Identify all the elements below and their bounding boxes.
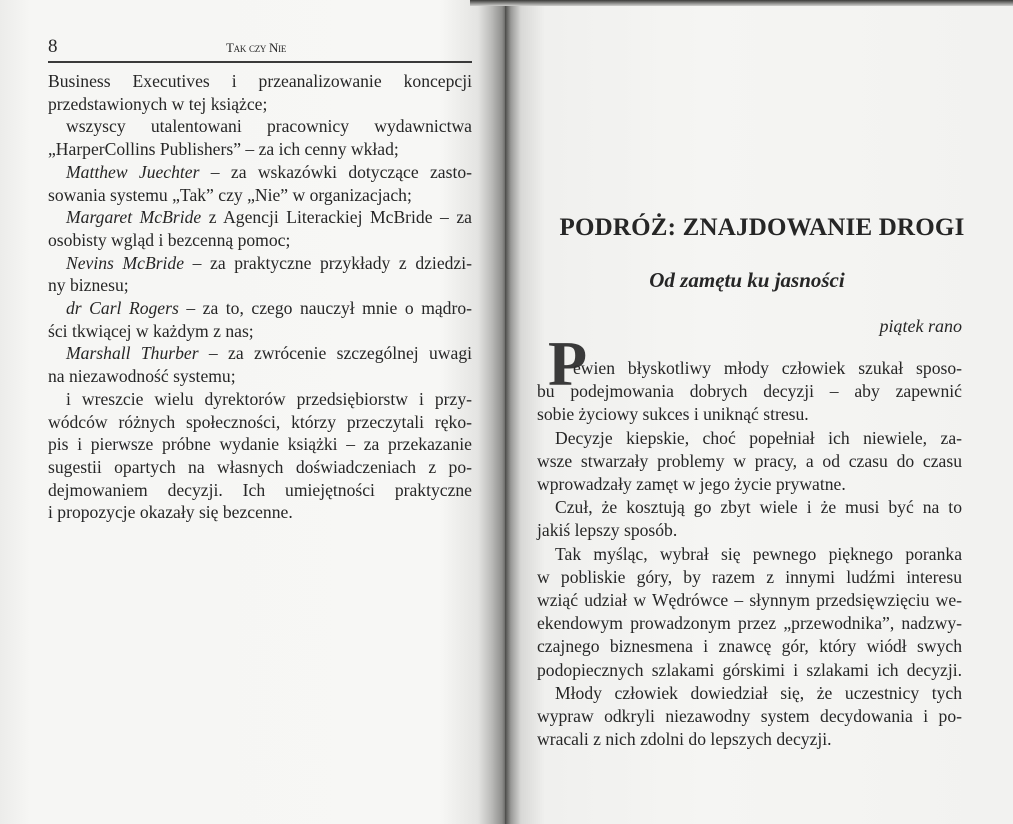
line-text: wódców różnych społeczności, którzy przeczytali ręko- bbox=[48, 411, 472, 432]
person-name: dr Carl Rogers bbox=[66, 298, 179, 318]
text-line bbox=[537, 380, 962, 402]
text-line bbox=[537, 403, 962, 425]
text-line bbox=[66, 115, 472, 137]
text-line bbox=[537, 450, 962, 472]
line-text: – za wskazówki dotyczące zasto- bbox=[199, 161, 472, 182]
text-line bbox=[48, 501, 472, 523]
text-line bbox=[66, 342, 472, 364]
text-line bbox=[48, 433, 472, 455]
line-text: Decyzje kiepskie, choć popełniał ich niewiele, za- bbox=[555, 427, 962, 448]
line-text: w pobliskie góry, by razem z innymi ludźmi interesu bbox=[537, 566, 962, 587]
header-rule bbox=[48, 61, 472, 63]
text-line bbox=[537, 473, 962, 495]
line-text: sobie życiowy sukces i uniknąć stresu. bbox=[537, 404, 809, 425]
text-line bbox=[48, 411, 472, 433]
line-text: Tak myśląc, wybrał się pewnego pięknego poranka bbox=[555, 543, 962, 564]
text-line bbox=[537, 519, 962, 541]
line-text: wypraw odkryli niezawodny system decydowania i po- bbox=[537, 706, 962, 726]
text-line bbox=[66, 297, 472, 319]
text-line bbox=[48, 456, 472, 478]
page-number: 8 bbox=[48, 36, 58, 57]
line-text: wziąć udział w Wędrówce – słynnym przedsięwzięciu we- bbox=[537, 590, 962, 610]
text-line bbox=[48, 320, 472, 342]
text-line bbox=[48, 93, 472, 115]
text-line bbox=[48, 274, 472, 296]
text-line bbox=[537, 612, 962, 634]
text-line bbox=[48, 70, 472, 92]
line-text: z Agencji Literackiej McBride – za bbox=[201, 207, 472, 228]
line-text: „HarperCollins Publishers” – za ich cenny wkład; bbox=[48, 139, 399, 160]
line-text: bu podejmowania dobrych decyzji – aby zapewnić bbox=[537, 381, 962, 402]
text-line bbox=[573, 357, 962, 379]
line-text: sugestii opartych na własnych doświadczeniach z po- bbox=[48, 456, 472, 477]
text-line bbox=[537, 589, 962, 611]
line-text: pis i pierwsze próbne wydanie książki – za przekazanie bbox=[48, 434, 472, 455]
drop-cap: P bbox=[548, 328, 588, 399]
line-text: osobisty wgląd i bezcenną pomoc; bbox=[48, 229, 291, 250]
person-name: Marshall Thurber bbox=[66, 343, 199, 364]
text-line bbox=[555, 682, 962, 704]
chapter-subtitle: Od zamętu ku jasności bbox=[649, 268, 845, 292]
line-text: ewien błyskotliwy młody człowiek szukał sposo- bbox=[573, 358, 962, 378]
text-line bbox=[66, 252, 472, 274]
text-line bbox=[555, 427, 962, 449]
text-line bbox=[537, 566, 962, 588]
line-text: czajnego biznesmena i znawcę gór, który wiódł swych bbox=[537, 636, 962, 657]
line-text: jakiś lepszy sposób. bbox=[537, 520, 678, 541]
person-name: Matthew Juechter bbox=[66, 161, 200, 182]
left-page bbox=[0, 0, 505, 824]
scan-edge bbox=[470, 0, 1013, 6]
text-line bbox=[537, 705, 962, 727]
person-name: Nevins McBride bbox=[66, 252, 185, 273]
section-date: piątek rano bbox=[879, 316, 962, 336]
text-line bbox=[48, 479, 472, 501]
text-line bbox=[48, 365, 472, 387]
text-line bbox=[537, 635, 962, 657]
text-line bbox=[537, 728, 962, 750]
line-text: Business Executives i przeanalizowanie koncepcji bbox=[48, 71, 472, 91]
line-text: przedstawionych w tej książce; bbox=[48, 93, 268, 114]
line-text: ny biznesu; bbox=[48, 275, 129, 296]
line-text: podopiecznych szlakami górskimi i szlakami ich decyzji. bbox=[537, 659, 962, 680]
line-text: wsze stwarzały problemy w pracy, a od czasu do czasu bbox=[537, 450, 962, 471]
line-text: Młody człowiek dowiedział się, że uczestnicy tych bbox=[555, 682, 962, 703]
line-text: ści tkwiącej w każdym z nas; bbox=[48, 320, 254, 341]
line-text: – za zwrócenie szczególnej uwagi bbox=[198, 343, 473, 364]
line-text: wszyscy utalentowani pracownicy wydawnictwa bbox=[66, 116, 472, 137]
text-line bbox=[555, 496, 962, 518]
line-text: – za to, czego nauczył mnie o mądro- bbox=[178, 298, 472, 318]
text-line bbox=[48, 229, 472, 251]
text-line bbox=[537, 659, 962, 681]
text-line bbox=[66, 388, 472, 410]
line-text: dejmowaniem decyzji. Ich umiejętności praktyczne bbox=[48, 479, 472, 500]
text-line bbox=[555, 543, 962, 565]
line-text: ekendowym prowadzonym przez „przewodnika”, nadzwy- bbox=[537, 613, 962, 634]
line-text: i propozycje okazały się bezcenne. bbox=[48, 502, 293, 523]
text-line bbox=[48, 138, 472, 160]
line-text: wracali z nich zdolni do lepszych decyzji. bbox=[537, 729, 832, 750]
line-text: wprowadzały zamęt w jego życie prywatne. bbox=[537, 474, 846, 494]
line-text: Czuł, że kosztują go zbyt wiele i że musi być na to bbox=[555, 497, 962, 518]
line-text: sowania systemu „Tak” czy „Nie” w organizacjach; bbox=[48, 184, 412, 205]
text-line bbox=[48, 184, 472, 206]
line-text: i wreszcie wielu dyrektorów przedsiębiorstw i przy- bbox=[66, 388, 472, 409]
running-head: Tak czy Nie bbox=[226, 40, 287, 55]
chapter-title: PODRÓŻ: ZNAJDOWANIE DROGI bbox=[559, 214, 965, 241]
text-line bbox=[66, 161, 472, 183]
line-text: – za praktyczne przykłady z dziedzi- bbox=[184, 252, 472, 273]
line-text: na niezawodność systemu; bbox=[48, 366, 236, 387]
text-line bbox=[66, 206, 472, 228]
person-name: Margaret McBride bbox=[66, 207, 202, 228]
